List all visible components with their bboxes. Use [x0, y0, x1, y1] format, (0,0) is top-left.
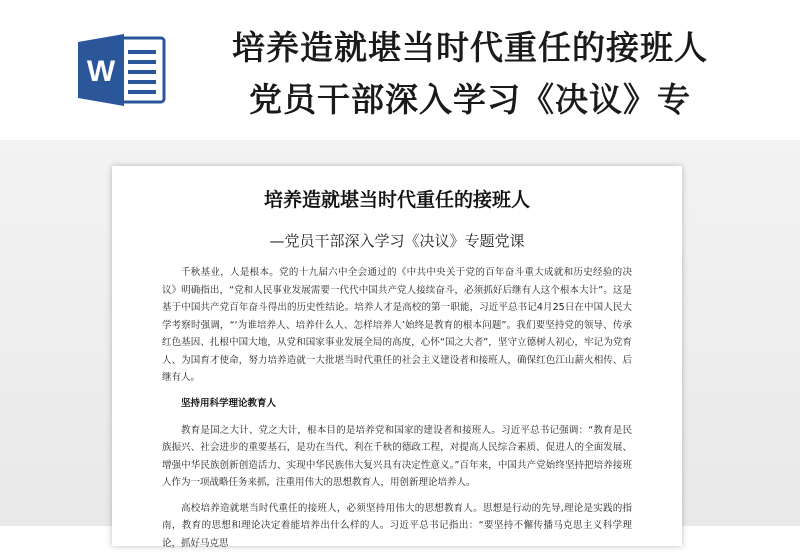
- banner-title-line-1: 培养造就堪当时代重任的接班人: [180, 22, 760, 74]
- word-logo-letter: W: [87, 55, 116, 88]
- document-title: 培养造就堪当时代重任的接班人: [162, 186, 632, 214]
- document-paragraph-1: 千秋基业，人是根本。党的十九届六中全会通过的《中共中央关于党的百年奋斗重大成就和历史经验的决议》明确指出，“党和人民事业发展需要一代代中国共产党人接续奋斗，必须抓好后继有人这个根本大计”。这是基于中国共产党百年奋斗得出的历史性结论。培养人才是高校的第一职能，习近平总书记4月25日在中国人民大学考察时强调，“‘为谁培养人、培养什么人、怎样培养人’始终是教育的根本问题”。我们要坚持党的领导、传承红色基因、扎根中国大地，从党和国家事业发展全局的高度，心怀“国之大者”，坚守立德树人初心，牢记为党育人、为国育才使命，努力培养造就一大批堪当时代重任的社会主义建设者和接班人，确保红色江山薪火相传、后继有人。: [162, 264, 632, 387]
- banner-title: [180, 22, 760, 126]
- banner-title-line-2: 党员干部深入学习《决议》专: [180, 74, 760, 126]
- word-logo-icon: [76, 30, 168, 110]
- document-paragraph-3: 高校培养造就堪当时代重任的接班人，必须坚持用伟大的思想教育人。思想是行动的先导,理论是实践的指南，教育的思想和理论决定着能培养出什么样的人。习近平总书记指出：“要坚持不懈传播马克思主义科学理论，抓好马克思: [162, 500, 632, 552]
- document-paragraph-2: 教育是国之大计、党之大计，根本目的是培养党和国家的建设者和接班人。习近平总书记强调：“教育是民族振兴、社会进步的重要基石，是功在当代、利在千秋的德政工程，对提高人民综合素质、促进人的全面发展、增强中华民族创新创造活力、实现中华民族伟大复兴具有决定性意义。”百年来，中国共产党始终坚持把培养接班人作为一项战略任务来抓，注重用伟大的思想教育人，用创新理论培养人。: [162, 422, 632, 492]
- document-subtitle: —党员干部深入学习《决议》专题党课: [162, 230, 632, 252]
- section-heading: 坚持用科学理论教育人: [162, 395, 632, 412]
- header-banner: [0, 0, 800, 150]
- document-page: [112, 166, 682, 546]
